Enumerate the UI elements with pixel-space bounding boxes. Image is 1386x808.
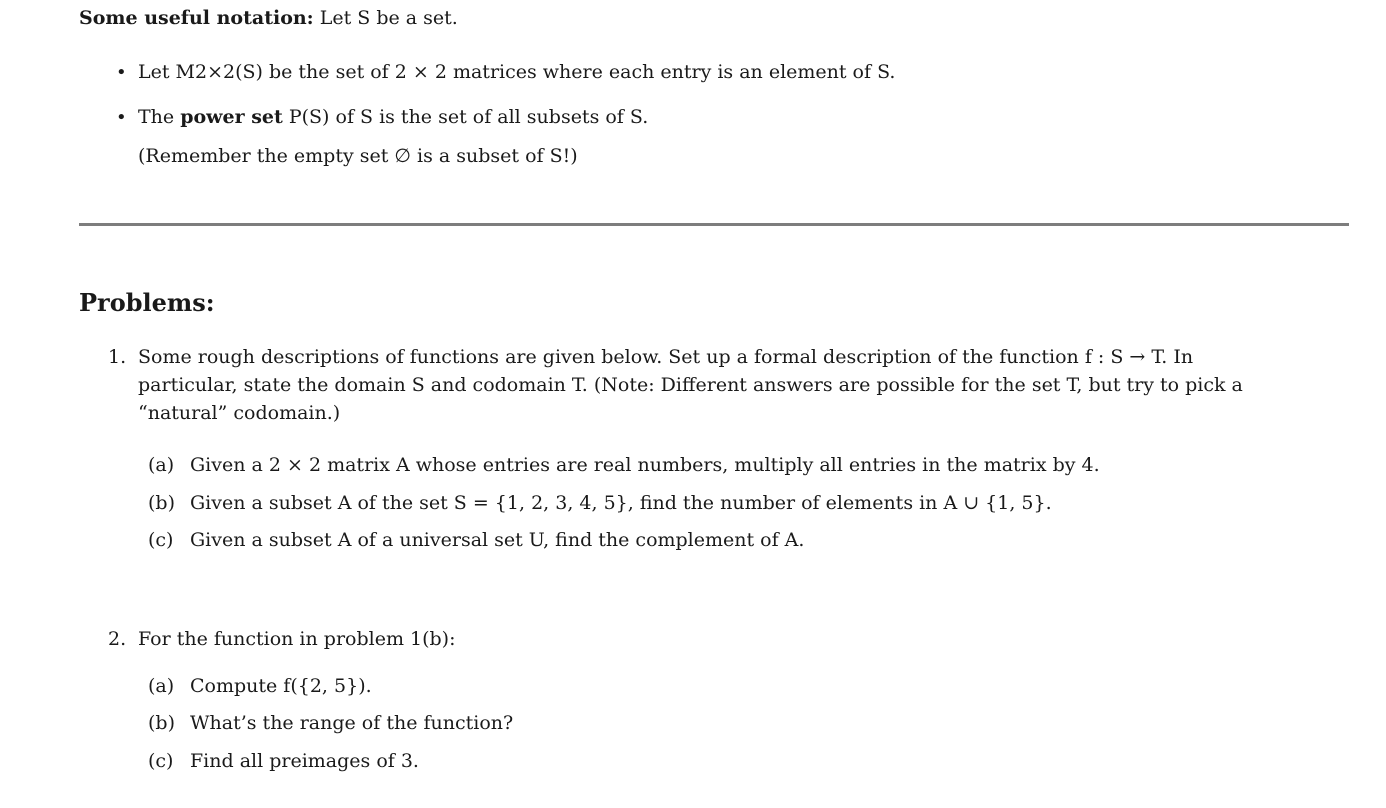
problem-1c-text: Given a subset A of a universal set U, find the complement of A. bbox=[190, 529, 805, 551]
notation-intro: Let S be a set. bbox=[319, 7, 458, 29]
problem-2-line-1: For the function in problem 1(b): bbox=[138, 628, 456, 650]
problem-2b-text: What’s the range of the function? bbox=[190, 712, 514, 734]
problem-2a-label: (a) bbox=[148, 675, 175, 697]
bullet-dot-1: • bbox=[116, 62, 127, 83]
problem-1b-label: (b) bbox=[148, 492, 175, 514]
problem-1-line-2: particular, state the domain S and codomain T. (Note: Different answers are possible for the set T, but try to pick a bbox=[138, 374, 1243, 396]
problem-2a-text: Compute f({2, 5}). bbox=[190, 675, 372, 697]
notation-heading bbox=[79, 7, 458, 29]
problem-1c-label: (c) bbox=[148, 529, 174, 551]
problem-2-number: 2. bbox=[108, 628, 127, 650]
problem-2c-label: (c) bbox=[148, 750, 174, 772]
problem-1-number: 1. bbox=[108, 346, 127, 368]
remember-note: (Remember the empty set ∅ is a subset of S!) bbox=[138, 145, 578, 167]
problem-1-line-1: Some rough descriptions of functions are given below. Set up a formal description of the function f : S → T. In bbox=[138, 346, 1194, 368]
problem-1b-text: Given a subset A of the set S = {1, 2, 3, 4, 5}, find the number of elements in A ∪ {1, 5}. bbox=[190, 492, 1052, 514]
problems-heading: Problems: bbox=[79, 288, 215, 317]
section-divider bbox=[79, 223, 1349, 226]
problem-1a-label: (a) bbox=[148, 454, 175, 476]
notation-bullet-2-text: The power set P(S) of S is the set of all subsets of S. bbox=[138, 106, 649, 128]
problem-2c-text: Find all preimages of 3. bbox=[190, 750, 419, 772]
bullet-dot-2: • bbox=[116, 107, 127, 128]
power-set-term: power set bbox=[180, 106, 283, 128]
notation-heading-label: Some useful notation: bbox=[79, 7, 314, 29]
problem-2b-label: (b) bbox=[148, 712, 175, 734]
notation-bullet-1: Let M2×2(S) be the set of 2 × 2 matrices where each entry is an element of S. bbox=[138, 61, 896, 83]
problem-1a-text: Given a 2 × 2 matrix A whose entries are real numbers, multiply all entries in the matrix by 4. bbox=[190, 454, 1100, 476]
problem-1-line-3: “natural” codomain.) bbox=[138, 402, 341, 424]
notation-bullet-2 bbox=[138, 106, 648, 128]
